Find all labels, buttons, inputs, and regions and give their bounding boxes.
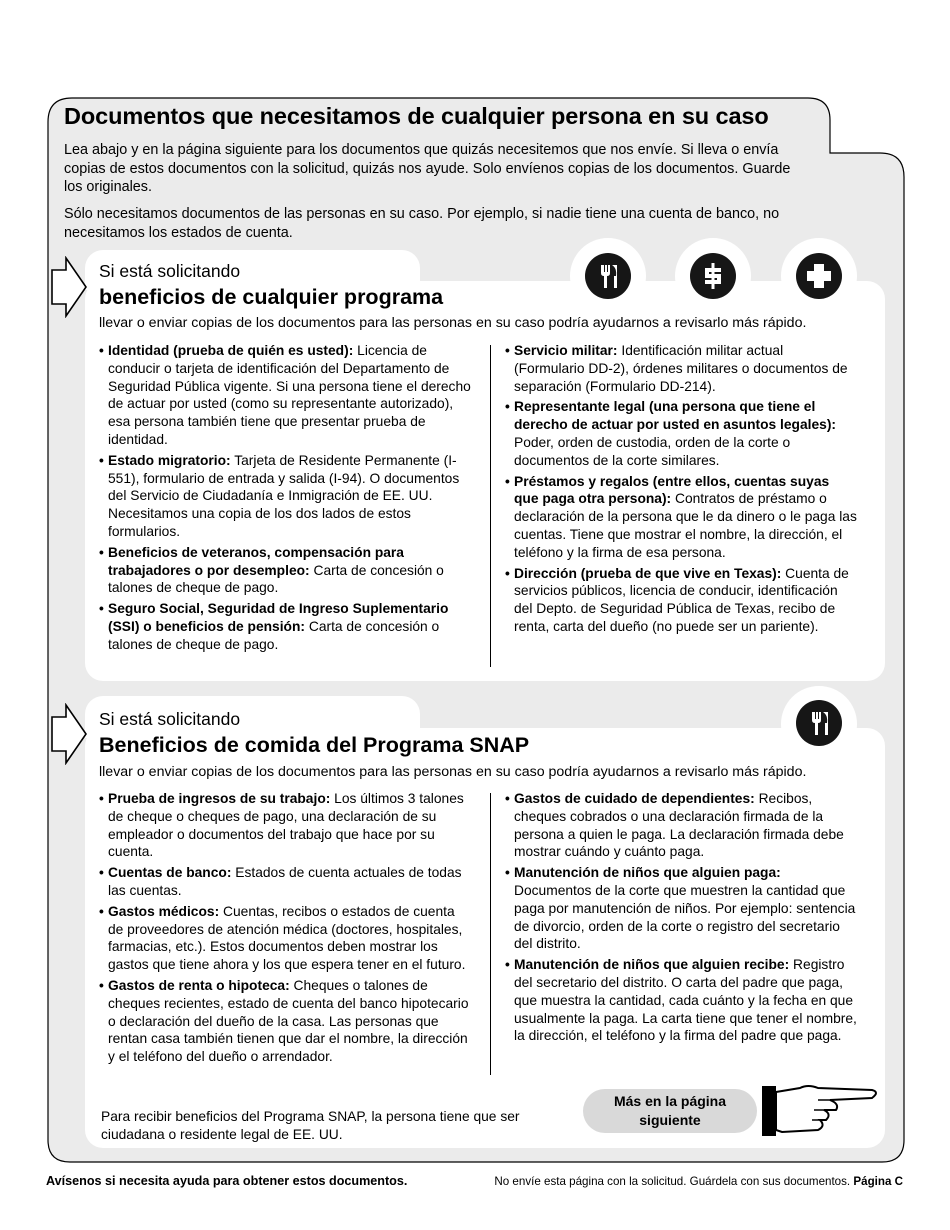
footer-instruction: No envíe esta página con la solicitud. Guárdela con sus documentos. Página C	[494, 1175, 903, 1188]
fork-knife-icon	[585, 253, 631, 299]
list-item: • Manutención de niños que alguien paga: Documentos de la corte que muestren la cantidad que paga por manutención de niños. Por ejemplo: sentencia de divorcio, orden de la corte o registro del secretario del distrito.	[505, 864, 857, 953]
section-snap-title: Beneficios de comida del Programa SNAP	[99, 733, 530, 757]
list-item: • Identidad (prueba de quién es usted): Licencia de conducir o tarjeta de identificación del Departamento de Seguridad Pública vigente. Si una persona tiene el derecho de actuar por usted (como su representante autorizado), esa persona también tiene que presentar prueba de identidad.	[99, 342, 471, 449]
list-item: • Manutención de niños que alguien recibe: Registro del secretario del distrito. O carta del padre que paga, que muestra la cantidad, cada cuánto y la fecha en que usualmente la paga. La carta tiene que tener el nombre, la dirección, el teléfono y la firma del padre que paga.	[505, 956, 857, 1045]
intro-paragraph: Lea abajo y en la página siguiente para los documentos que quizás necesitemos que nos envíe. Si lleva o envía copias de estos documentos con la solicitud, quizás nos ayude. Solo envíenos copias de los documentos. Guarde los originales.	[64, 142, 791, 195]
arrow-pointer-icon	[50, 256, 88, 318]
list-item: • Prueba de ingresos de su trabajo: Los últimos 3 talones de cheque o cheques de pago, una declaración de su empleador o documentos del trabajo que hace por su cuenta.	[99, 790, 471, 861]
section-any-pre: Si está solicitando	[99, 261, 241, 281]
section-any-title: beneficios de cualquier programa	[99, 285, 444, 309]
section-snap-pre: Si está solicitando	[99, 709, 241, 729]
section-snap-right-list	[505, 790, 857, 1048]
column-divider	[490, 345, 491, 667]
list-item: • Gastos de cuidado de dependientes: Recibos, cheques cobrados o una declaración firmada de la persona a quien le paga. La declaración firmada debe mostrar cuándo y cuánto paga.	[505, 790, 857, 861]
list-item: • Seguro Social, Seguridad de Ingreso Suplementario (SSI) o beneficios de pensión: Carta de concesión o talones de cheque de pago.	[99, 600, 471, 653]
section-any-lead: llevar o enviar copias de los documentos para las personas en su caso podría ayudarnos a revisarlo más rápido.	[99, 315, 807, 331]
list-item: • Representante legal (una persona que tiene el derecho de actuar por usted en asuntos legales): Poder, orden de custodia, orden de la corte o documentos de la corte similares.	[505, 398, 857, 469]
section-snap-left-list	[99, 790, 471, 1069]
snap-citizenship-note: Para recibir beneficios del Programa SNAP, la persona tiene que ser ciudadana o residente legal de EE. UU.	[101, 1109, 520, 1142]
section-any-left-list	[99, 342, 471, 657]
pointing-hand-icon	[760, 1078, 882, 1140]
list-item: • Cuentas de banco: Estados de cuenta actuales de todas las cuentas.	[99, 864, 471, 900]
list-item: • Estado migratorio: Tarjeta de Residente Permanente (I-551), formulario de entrada y salida (I-94). O documentos del Servicio de Ciudadanía e Inmigración de EE. UU. Necesitamos una copia de los dos lados de estos formularios.	[99, 452, 471, 541]
list-item: • Gastos médicos: Cuentas, recibos o estados de cuenta de proveedores de atención médica (doctores, hospitales, farmacias, etc.). Estos documentos deben mostrar los gastos que tiene ahora y los que espera tener en el futuro.	[99, 903, 471, 974]
page-title: Documentos que necesitamos de cualquier persona en su caso	[64, 103, 769, 129]
section-snap-lead: llevar o enviar copias de los documentos para las personas en su caso podría ayudarnos a revisarlo más rápido.	[99, 764, 807, 780]
fork-knife-icon	[796, 700, 842, 746]
list-item: • Gastos de renta o hipoteca: Cheques o talones de cheques recientes, estado de cuenta del banco hipotecario o declaración del dueño de la casa. Las personas que rentan casa también tienen que dar el nombre, la dirección y el teléfono del dueño o arrendador.	[99, 977, 471, 1066]
list-item: • Préstamos y regalos (entre ellos, cuentas suyas que paga otra persona): Contratos de préstamo o declaración de la persona que le da dinero o le paga las cuentas. Tiene que mostrar el nombre, la dirección, el teléfono y la firma de esa persona.	[505, 473, 857, 562]
arrow-pointer-icon	[50, 703, 88, 765]
medical-cross-icon	[796, 253, 842, 299]
more-next-page-badge: Más en la página siguiente	[583, 1089, 757, 1133]
list-item: • Beneficios de veteranos, compensación para trabajadores o por desempleo: Carta de concesión o talones de cheque de pago.	[99, 544, 471, 597]
intro-paragraph-2: Sólo necesitamos documentos de las personas en su caso. Por ejemplo, si nadie tiene una cuenta de banco, no necesitamos los estados de cuenta.	[64, 206, 780, 241]
footer-help-text: Avísenos si necesita ayuda para obtener estos documentos.	[46, 1174, 408, 1188]
dollar-icon	[690, 253, 736, 299]
list-item: • Servicio militar: Identificación militar actual (Formulario DD-2), órdenes militares o documentos de separación (Formulario DD-214).	[505, 342, 857, 395]
list-item: • Dirección (prueba de que vive en Texas): Cuenta de servicios públicos, licencia de conducir, identificación del Depto. de Seguridad Pública de Texas, recibo de renta, carta del dueño (no puede ser un pariente).	[505, 565, 857, 636]
page-label: Página C	[853, 1175, 903, 1188]
section-any-right-list	[505, 342, 857, 639]
column-divider	[490, 793, 491, 1075]
